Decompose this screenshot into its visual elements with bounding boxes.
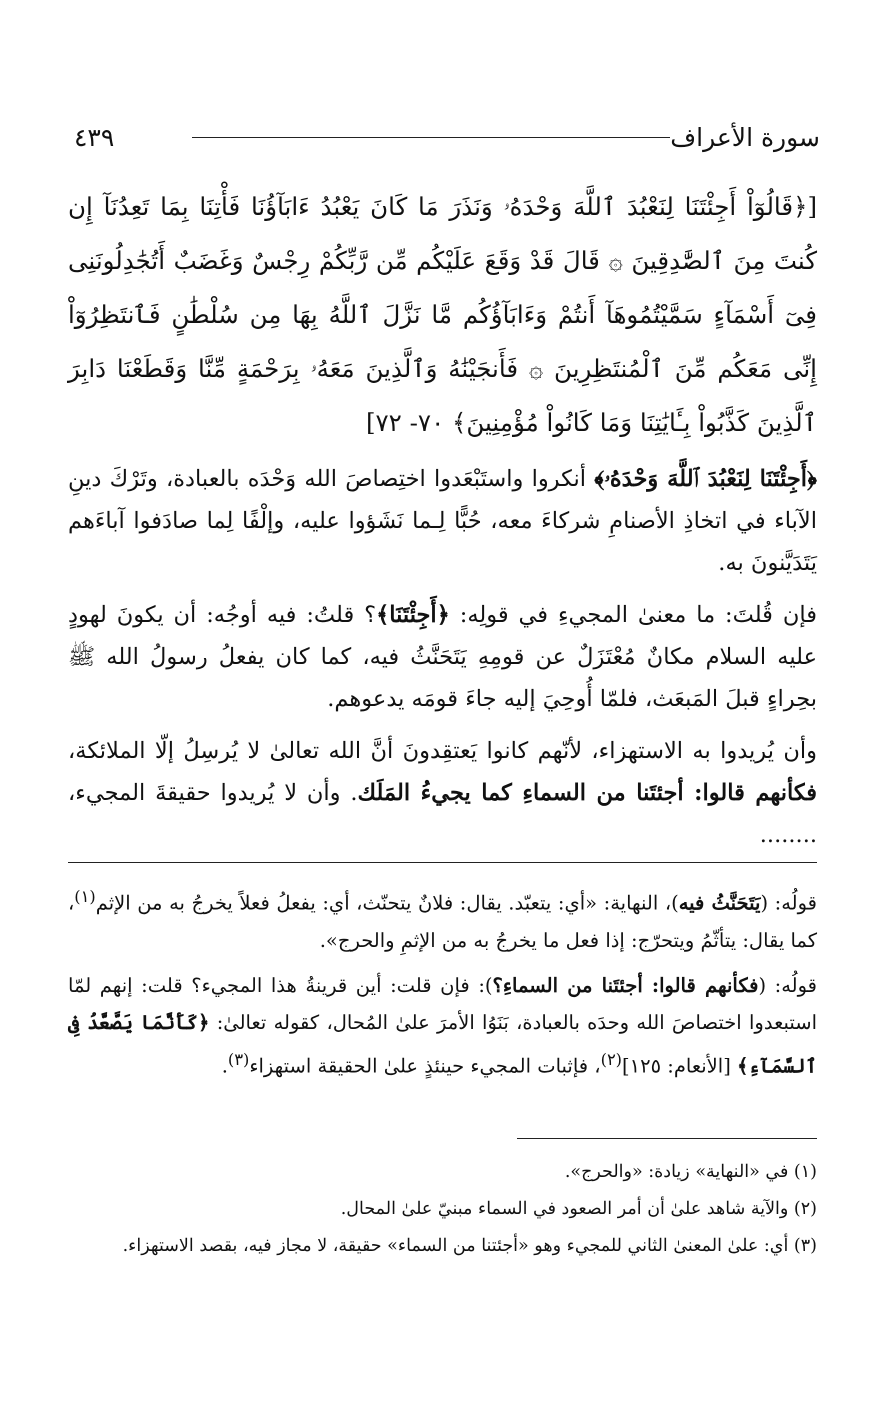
paragraph-text: . وأن لا يُريدوا حقيقةَ المجيء، (68, 780, 358, 806)
tafsir-paragraph-3 (68, 730, 817, 856)
footnote-ref: (١) (74, 887, 96, 906)
note-text: ): فإن قلت: أين قرينةُ هذا المجيء؟ قلت: إنهم لمّا استبعدوا اختصاصَ الله وحدَه بالعبادة، بَنَوُا الأمرَ علىٰ المُحال، كقوله تعالىٰ: (68, 973, 818, 1034)
quoted-verse: ﴿أَجِئْتَنَا لِنَعْبُدَ ٱللَّهَ وَحْدَهُۥ﴾ (594, 466, 818, 492)
footnote-ref: (٢) (600, 1049, 623, 1069)
note-keyword: يَتَحَنَّثُ فيه (678, 891, 761, 915)
paragraph-text: أنكروا واستَبْعَدوا اختِصاصَ الله وَحْدَه بالعبادة، وتَرْكَ دينِ الآباء في اتخاذِ الأصنامِ شركاءَ معه، حُبًّا لِـما نَشَؤوا عليه، وإلْفًا لِما صادَفوا آباءَهم يَتَدَيَّنونَ به. (68, 466, 818, 576)
tafsir-paragraph-2 (68, 594, 817, 720)
page-number: ٤٣٩ (74, 123, 115, 152)
page-header (60, 120, 820, 156)
tafsir-paragraph-1 (68, 458, 817, 584)
quran-passage (68, 180, 817, 450)
header-rule (192, 137, 670, 138)
paragraph-text: فإن قُلتَ: ما معنىٰ المجيءِ في قولِه: (449, 602, 817, 628)
note-text: قولُه: ( (760, 891, 817, 915)
footnote-item: (١) في «النهاية» زيادة: «والحرج». (564, 1162, 817, 1182)
quran-verses: [﴿قَالُوٓاْ أَجِئْتَنَا لِنَعْبُدَ ٱللَّهَ وَحْدَهُۥ وَنَذَرَ مَا كَانَ يَعْبُدُ ءَابَآؤُنَا فَأْتِنَا بِمَا تَعِدُنَآ إِن كُنتَ مِنَ ٱلصَّٰدِقِينَ ۞ قَالَ قَدْ وَقَعَ عَلَيْكُم مِّن رَّبِّكُمْ رِجْسٌ وَغَضَبٌ أَتُجَٰدِلُونَنِى فِىٓ أَسْمَآءٍ سَمَّيْتُمُوهَآ أَنتُمْ وَءَابَآؤُكُم مَّا نَزَّلَ ٱللَّهُ بِهَا مِن سُلْطَٰنٍ فَٱنتَظِرُوٓاْ إِنِّى مَعَكُم مِّنَ ٱلْمُنتَظِرِينَ ۞ فَأَنجَيْنَٰهُ وَٱلَّذِينَ مَعَهُۥ بِرَحْمَةٍ مِّنَّا وَقَطَعْنَا دَابِرَ ٱلَّذِينَ كَذَّبُواْ بِـَٔايَٰتِنَا وَمَا كَانُواْ مُؤْمِنِينَ﴾ ٧٠- ٧٢] (68, 192, 817, 437)
surah-title: سورة الأعراف (670, 123, 820, 152)
commentary-notes (68, 878, 817, 1084)
note-paragraph-2 (68, 967, 817, 1085)
quoted-verse: ﴿كَأَنَّمَا يَصَّعَّدُ فِى ٱلسَّمَآءِ﴾ (68, 1010, 817, 1077)
note-paragraph-1 (68, 878, 817, 959)
note-text: ، فإثبات المجيء حينئذٍ علىٰ الحقيقة استهزاء (249, 1054, 601, 1077)
bold-phrase: فكأنهم قالوا: أجئتَنا من السماءِ كما يجيءُ المَلَك (357, 780, 818, 806)
note-text: [الأنعام: ١٢٥] (622, 1054, 738, 1077)
note-text: قولُه: ( (758, 973, 817, 997)
footnote-item: (٢) والآية شاهد علىٰ أن أمر الصعود في السماء مبنيّ علىٰ المحال. (340, 1199, 817, 1219)
paragraph-text: وأن يُريدوا به الاستهزاء، لأنّهم كانوا يَعتقِدونَ أنَّ الله تعالىٰ لا يُرسِلُ إلّا الملائكة، (68, 738, 817, 764)
section-divider (68, 862, 817, 863)
tafsir-commentary (68, 458, 817, 856)
footnote-ref: (٣) (227, 1049, 250, 1069)
paragraph-text: ؟ قلتُ: فيه أوجُه: أن يكونَ لهودٍ عليه السلام مكانٌ مُعْتَزَلٌ عن قومِهِ يَتَحَنَّثُ فيه، كما كان يفعلُ رسولُ الله ﷺ بحِراءٍ قبلَ المَبعَث، فلمّا أُوحِيَ إليه جاءَ قومَه يدعوهم. (68, 602, 817, 712)
footnote-divider (517, 1138, 817, 1139)
note-text: . (221, 1054, 228, 1077)
note-keyword: فكأنهم قالوا: أجئتَنا من السماءِ؟ (492, 973, 759, 997)
note-text: ، كما يقال: يتأثّمُ ويتحرّج: إذا فعل ما يخرجُ به من الإثمِ والحرج». (68, 891, 817, 952)
note-text: )، النهاية: «أي: يتعبّد. يقال: فلانٌ يتحنّث، أي: يفعلُ فعلاً يخرجُ به من الإثم (95, 891, 679, 915)
footnotes (68, 1156, 817, 1263)
quoted-verse: ﴿أَجِئْتَنَا﴾ (376, 602, 450, 628)
continuation-dots: ........ (759, 822, 817, 848)
footnote-item: (٣) أي: علىٰ المعنىٰ الثاني للمجيء وهو «أجئتنا من السماء» حقيقة، لا مجاز فيه، بقصد الاستهزاء. (122, 1236, 817, 1256)
